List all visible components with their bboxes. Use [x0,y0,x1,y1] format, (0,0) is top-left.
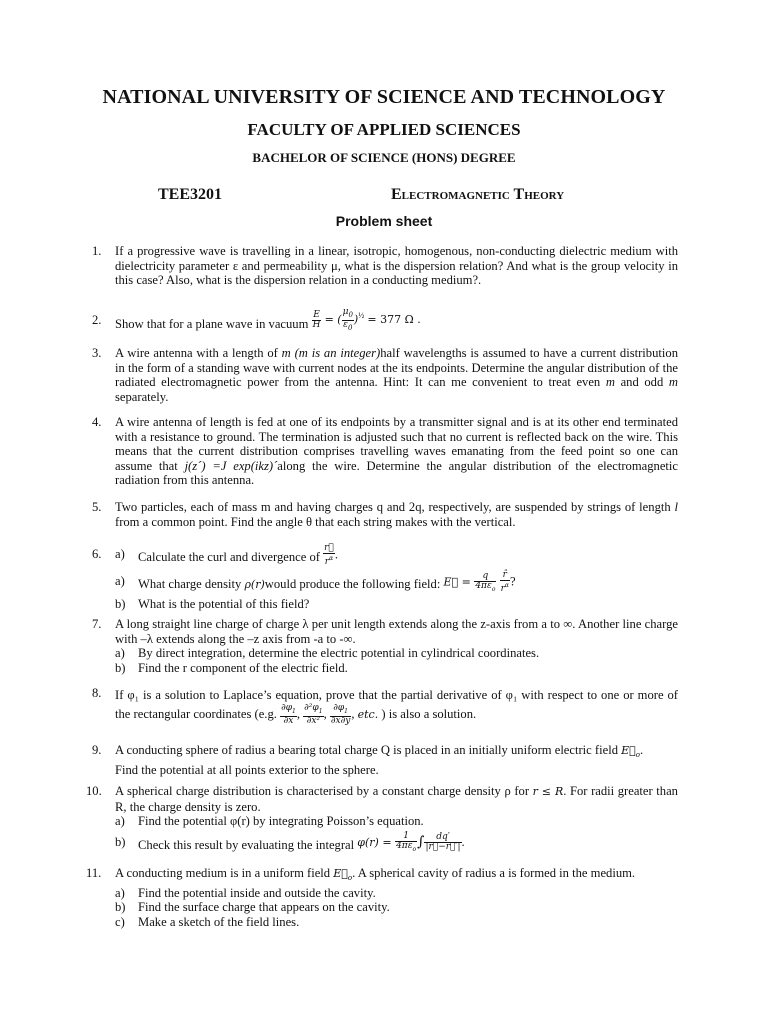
part-a: a) Find the potential inside and outside the cavity. [115,885,376,900]
question-number: 9. [92,743,102,757]
question-3 [92,346,678,404]
question-number: 1. [92,244,102,258]
question-8 [92,686,678,726]
question-text: A spherical charge distribution is characterised by a constant charge density ρ for r ≤ R. For radii greater than R, the charge density is zero. [115,784,678,814]
part-a: a) Find the potential φ(r) by integrating Poisson’s equation. [115,814,424,829]
part-b: b) Find the surface charge that appears on the cavity. [115,900,390,915]
sheet-title: Problem sheet [335,213,433,229]
potential-integral: φ(r) = [357,835,396,849]
question-number: 5. [92,500,102,514]
question-number: 8. [92,686,102,700]
question-11 [86,866,678,930]
question-text: A wire antenna with a length of m (m is an integer)half wavelengths is assumed to have a current distribution in the form of a standing wave with current nodes at the its endpoints. Determine the angular distribution of the radiated electromagnetic power from the antenna. Hint: It can me convenient to treat even m and odd m separately. [115,346,678,404]
question-number: 2. [92,313,102,327]
question-number: 4. [92,415,102,429]
question-text: A conducting sphere of radius a bearing total charge Q is placed in an initially uniform electric field $E⃗_o$. Find the potential at all points exterior to the sphere. [115,743,644,777]
question-number: 10. [86,784,102,798]
faculty-name: FACULTY OF APPLIED SCIENCES [247,120,521,139]
part-a: a) By direct integration, determine the electric potential in cylindrical coordinates. [115,646,540,661]
field-equation: E⃗ = [443,575,475,589]
question-parts [115,544,678,612]
question-9 [92,743,678,777]
question-text: A long straight line charge of charge λ per unit length extends along the z-axis from a to ∞. Another line charge with –λ extends along the –z axis from -a to -∞. [115,617,678,646]
question-6 [92,544,678,612]
question-1 [92,244,678,288]
vector-r-over-r-alpha: $\frac{r⃗}{r^\alpha}$ [324,543,334,567]
course-title: Electromagnetic Theory [391,186,565,203]
question-text: A wire antenna of length is fed at one of its endpoints by a transmitter signal and is at its other end terminated with a resistance to ground. The termination is adjusted such that no current is reflected back on the wire. This means that the current distribution comprises travelling waves emanating from the feed point so one can assume that j(z´) =J exp(ikz)´along the wire. Determine the angular distribution of the electromagnetic radiation from this antenna. [115,415,678,488]
part-b: b) What is the potential of this field? [115,597,310,611]
degree-name: BACHELOR OF SCIENCE (HONS) DEGREE [252,150,516,165]
part-b: b) Check this result by evaluating the integral φ(r) = $\frac{1}{4\pi\varepsilon_o}$ ∫ $\frac{dq'}{|r⃗-r⃗'|}$ . [115,830,465,853]
question-10 [86,784,678,854]
question-text: A conducting medium is in a uniform field $E⃗_o$. A spherical cavity of radius a is formed in the medium. [115,866,636,883]
part-a2: a) What charge density ρ(r)would produce the following field: E⃗ = $\frac{q}{4\pi\varepsilon_o}$ $\frac{r̂}{r^\alpha}$ ? [115,570,516,594]
question-4 [92,415,678,488]
question-parts [115,617,678,675]
question-text: If a progressive wave is travelling in a linear, isotropic, homogenous, non-conducting dielectric medium with dielectricity parameter ε and permeability μ, what is the dispersion relation? And what is the group velocity in this case? Also, what is the dispersion relation in a conducting medium?. [115,244,678,288]
course-code: TEE3201 [158,186,223,203]
university-name: NATIONAL UNIVERSITY OF SCIENCE AND TECHNOLOGY [102,86,666,108]
part-a: a) Calculate the curl and divergence of $\frac{r⃗}{r^\alpha}$ . [115,543,338,567]
question-text: If φ₁ is a solution to Laplace’s equation, prove that the partial derivative of φ₁ with respect to one or more of the rectangular coordinates (e.g. $\frac{\partial\varphi_1}{\partial x}$ , $\frac{\partial^2\varphi_1}{\text{∂x²}}$ , $\frac{\partial\varphi_1}{\partial x\partial y}$ , etc. ) is also a solution. [115,688,678,726]
part-c: c) Make a sketch of the field lines. [115,914,300,929]
question-number: 6. [92,547,102,561]
question-parts [115,784,678,854]
question-number: 7. [92,617,102,631]
question-text: Two particles, each of mass m and having charges q and 2q, respectively, are suspended by strings of length l from a common point. Find the angle θ that each string makes with the vertical. [115,500,678,529]
question-number: 11. [86,866,102,880]
impedance-equation: $\frac{E}{H}$ = ( $\frac{\mu_0}{\varepsilon_0}$ )$^{\frac{1}{2}}$ = 377 Ω . [312,307,421,332]
question-5 [92,500,678,529]
field-e0: $E⃗_o$ [333,867,353,883]
field-e0: $E⃗_o$ [621,744,641,760]
question-2 [92,308,678,333]
question-parts [115,866,678,930]
partial-derivative-examples: $\frac{\partial\varphi_1}{\partial x}$ , $\frac{\partial^2\varphi_1}{\text{∂x²}}$ , $\frac{\partial\varphi_1}{\partial x\partial y}$ , etc. [281,703,379,726]
question-text: Show that for a plane wave in vacuum $\frac{E}{H}$ = ( $\frac{\mu_0}{\varepsilon_0}$ )$^{\frac{1}{2}}$ = 377 Ω . [115,307,421,332]
question-7 [92,617,678,675]
part-b: b) Find the r component of the electric field. [115,660,348,675]
question-number: 3. [92,346,102,360]
